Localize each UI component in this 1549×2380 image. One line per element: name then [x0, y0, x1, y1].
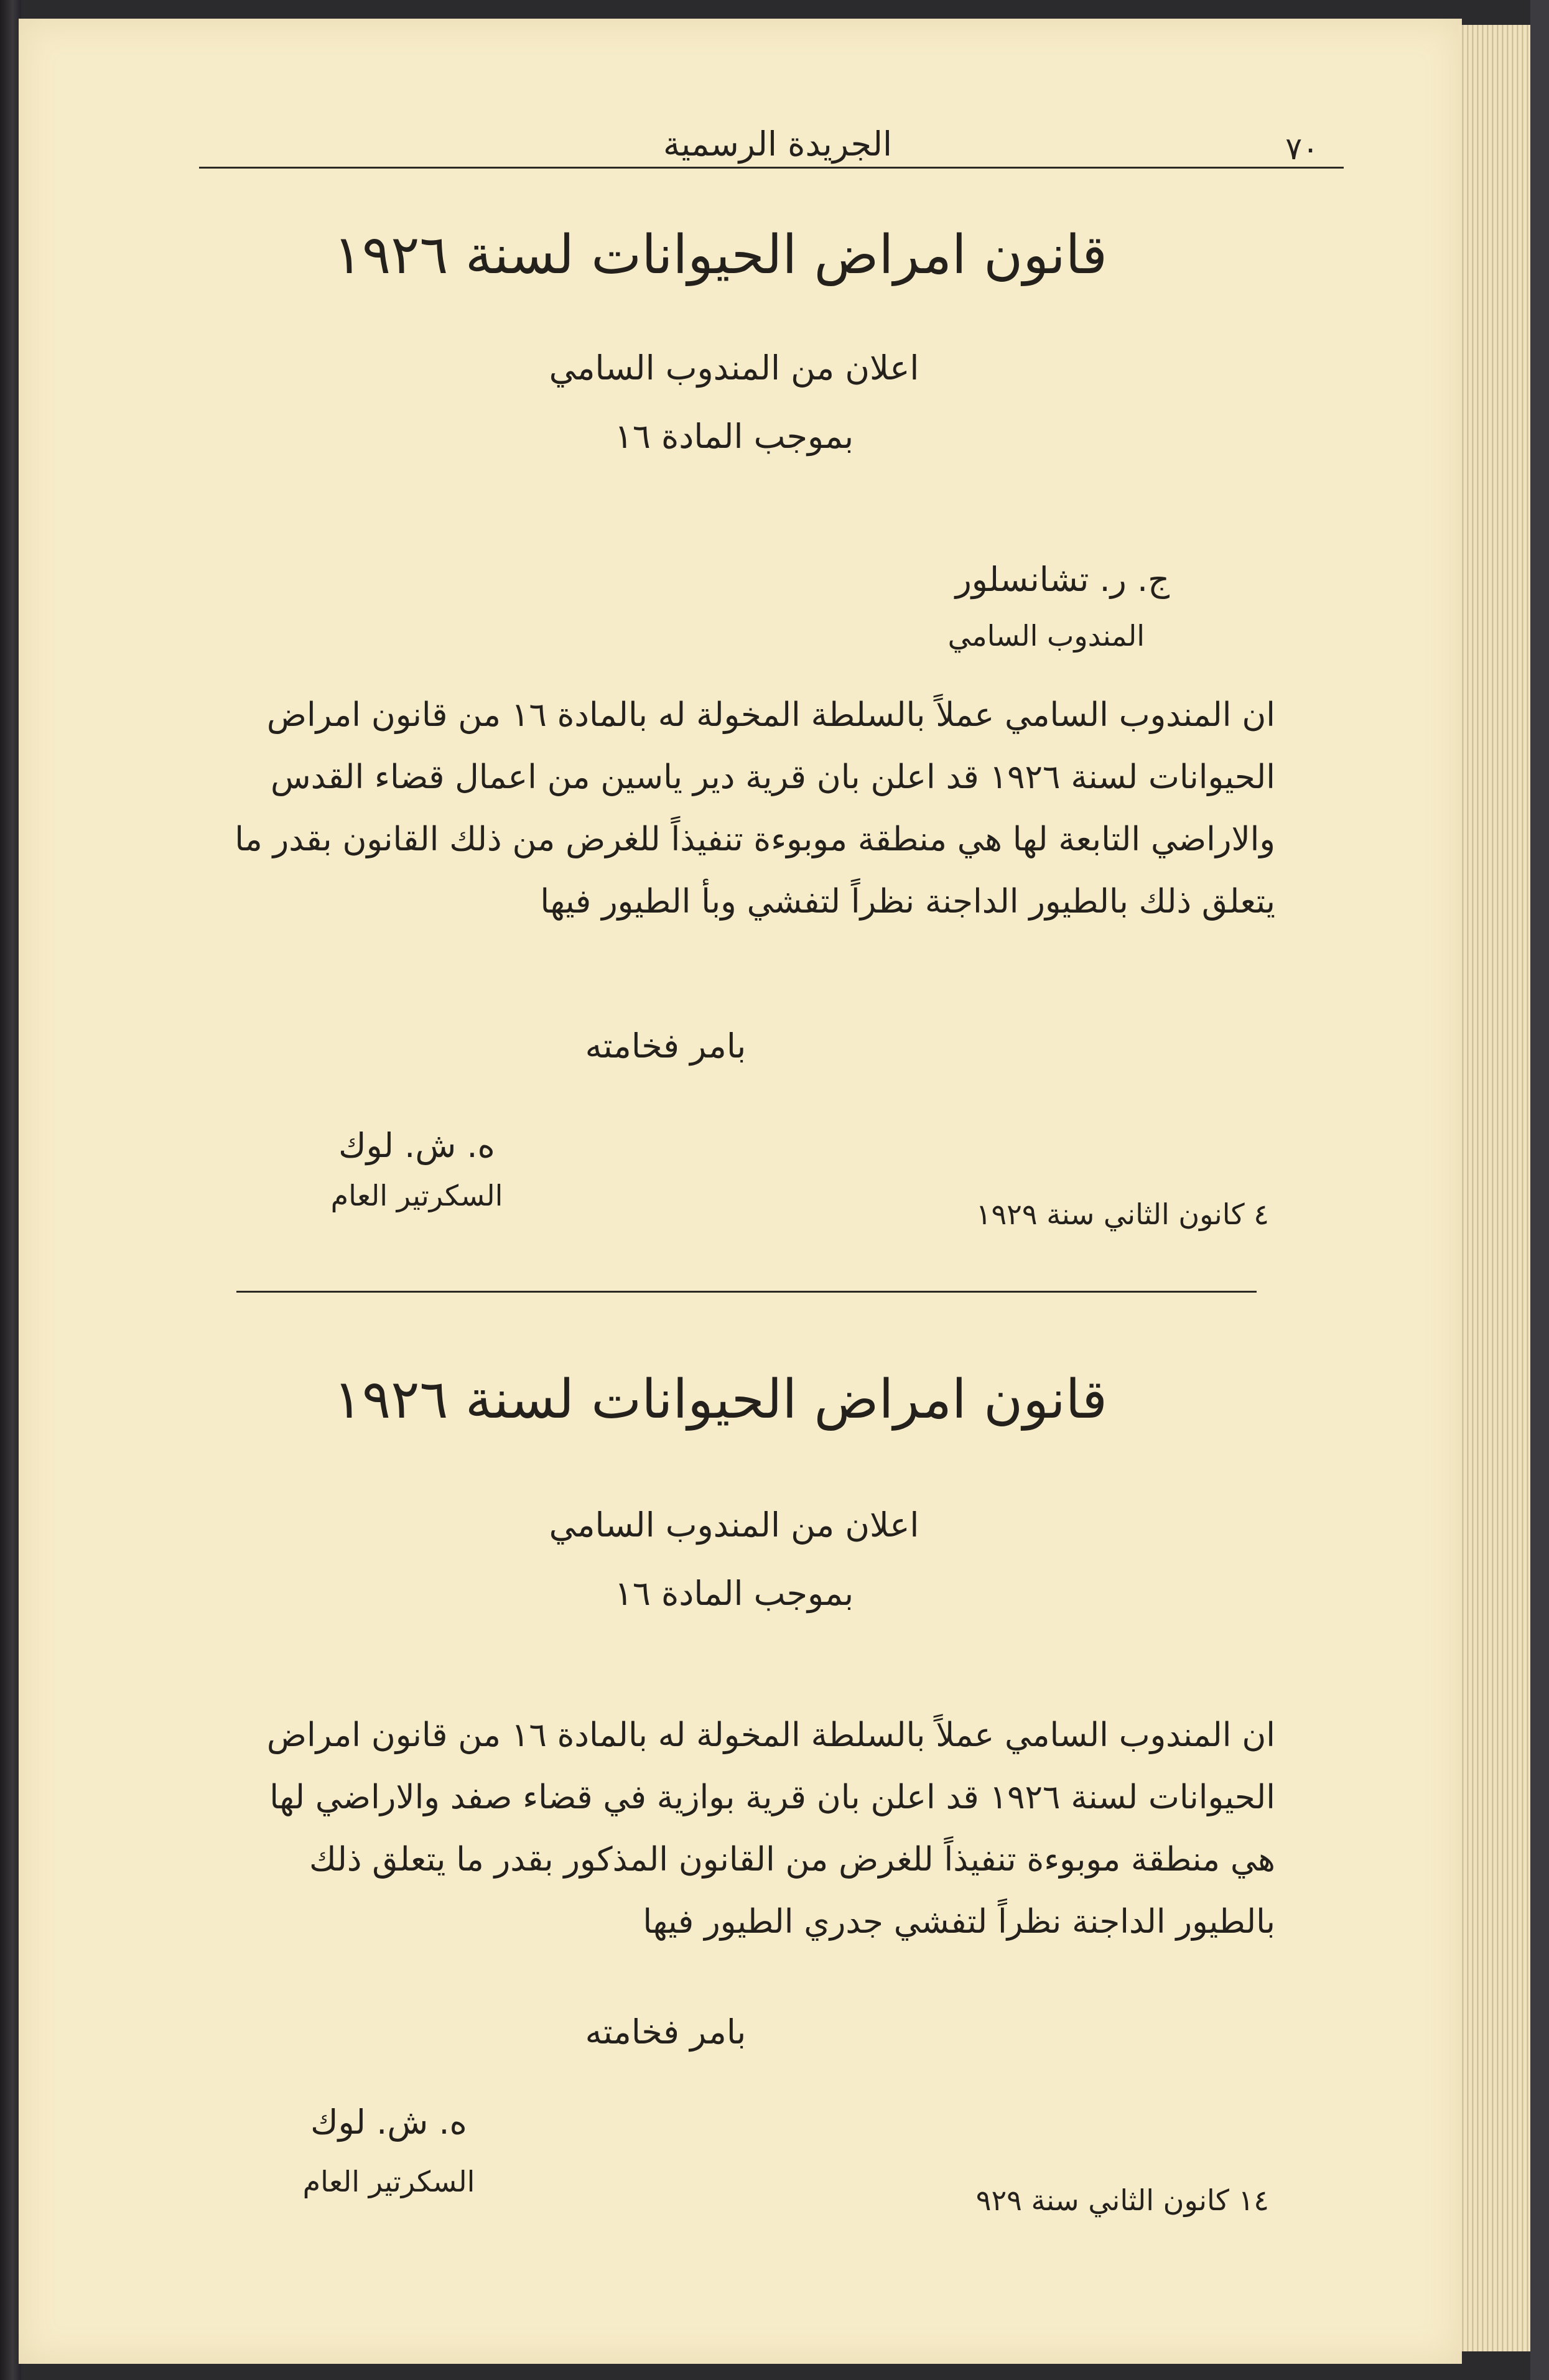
notice-2-signer-title: السكرتير العام [302, 2165, 475, 2198]
notice-1-issuer-title: المندوب السامي [947, 619, 1145, 653]
notice-1-signer-title: السكرتير العام [330, 1179, 503, 1212]
notice-1-title: قانون امراض الحيوانات لسنة ١٩٢٦ [333, 224, 1107, 286]
page-edges [1459, 25, 1542, 2351]
notice-1-issuer-name: ج. ر. تشانسلور [955, 560, 1170, 599]
notice-1-body: ان المندوب السامي عملاً بالسلطة المخولة له بالمادة ١٦ من قانون امراض الحيوانات لسنة ١٩٢٦ قد اعلن بان قرية دير ياسين من اعمال قضاء القدس والاراضي التابعة لها هي منطقة موبوءة تنفيذاً للغرض من ذلك القانون بقدر ما يتعلق ذلك بالطيور الداجنة نظراً لتفشي وبأ الطيور فيها [235, 696, 1275, 921]
notice-2-body: ان المندوب السامي عملاً بالسلطة المخولة له بالمادة ١٦ من قانون امراض الحيوانات لسنة ١٩٢٦ قد اعلن بان قرية بوازية في قضاء صفد والاراضي لها هي منطقة موبوءة تنفيذاً للغرض من القانون المذكور بقدر ما يتعلق ذلك بالطيور الداجنة نظراً لتفشي جدري الطيور فيها [266, 1716, 1275, 1941]
notice-2-reference: بموجب المادة ١٦ [614, 1574, 854, 1613]
book-binding-right [1530, 0, 1549, 2380]
notice-2-date: ١٤ كانون الثاني سنة ٩٢٩ [975, 2183, 1269, 2217]
notice-2-subtitle: اعلان من المندوب السامي [549, 1505, 919, 1545]
header-rule [199, 167, 1344, 169]
page-number: ٧٠ [1285, 131, 1319, 167]
notice-1-by-order: بامر فخامته [585, 1026, 747, 1066]
notice-1-date: ٤ كانون الثاني سنة ١٩٢٩ [975, 1197, 1269, 1231]
notice-2-title: قانون امراض الحيوانات لسنة ١٩٢٦ [333, 1369, 1107, 1431]
notice-1-signer-name: ه. ش. لوك [338, 1126, 495, 1165]
notice-1-reference: بموجب المادة ١٦ [614, 417, 854, 456]
notice-2-by-order: بامر فخامته [585, 2012, 747, 2052]
notice-2-signer-name: ه. ش. لوك [310, 2103, 467, 2142]
section-divider [236, 1291, 1257, 1293]
running-title: الجريدة الرسمية [663, 124, 892, 164]
notice-1-subtitle: اعلان من المندوب السامي [549, 348, 919, 388]
book-binding-left [0, 0, 21, 2380]
